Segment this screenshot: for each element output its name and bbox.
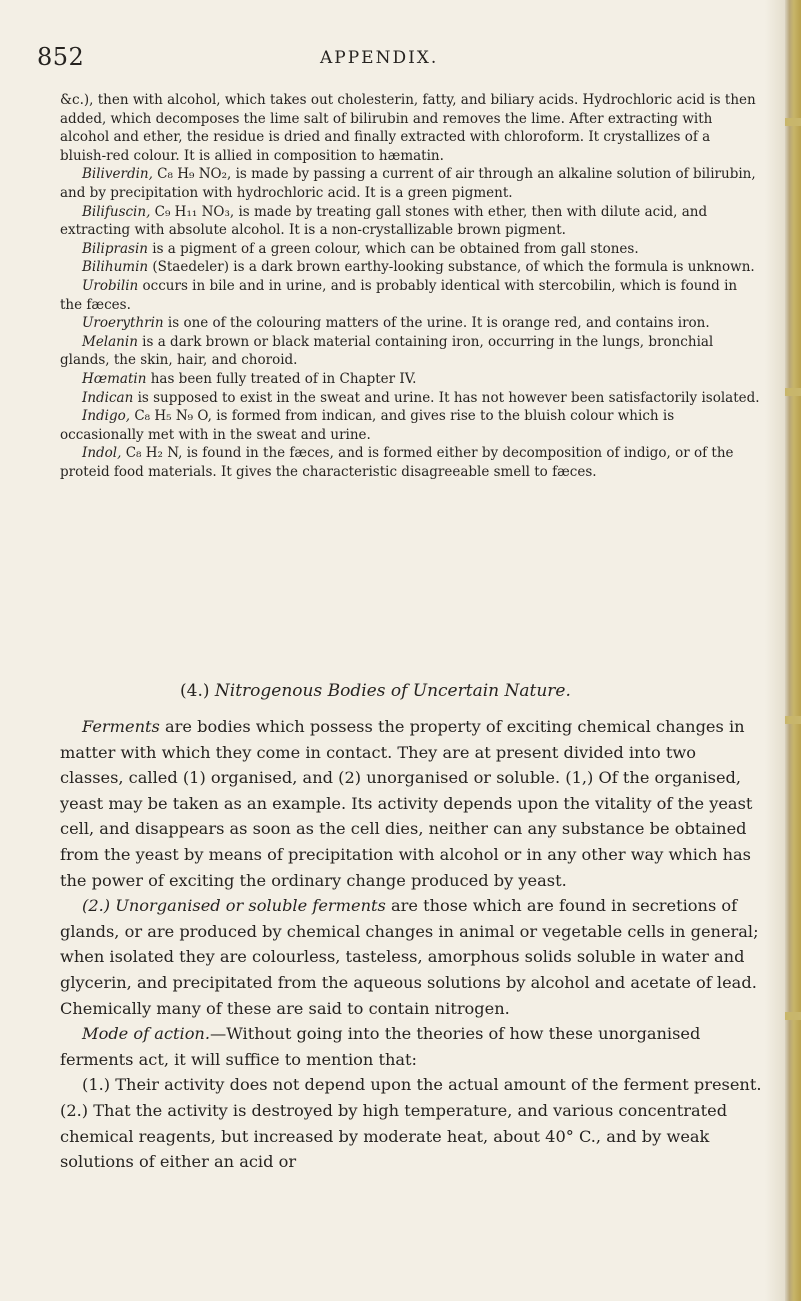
term: Urobilin [82,277,139,294]
section-title: Nitrogenous Bodies of Uncertain Nature. [214,681,571,701]
paragraph [60,714,763,893]
paragraph [60,314,760,333]
paragraph-text: C₉ H₁₁ NO₃, is made by treating gall stones with ether, then with dilute acid, and extracting with absolute alcohol. It is a non-crystallizable brown pigment. [60,203,708,239]
small-text-block [60,91,760,481]
paragraph [60,1072,763,1174]
paragraph-text: C₈ H₅ N₉ O, is formed from indican, and gives rise to the bluish colour which is occasionally met with in the sweat and urine. [60,408,675,443]
paragraph [60,444,760,481]
paragraph-text: is one of the colouring matters of the urine. It is orange red, and contains iron. [163,315,710,332]
paragraph-text: is supposed to exist in the sweat and urine. It has not however been satisfactorily isolated. [133,389,760,406]
page-edge-shadow [765,0,785,1301]
page-edge-mark [785,118,801,126]
paragraph [60,240,760,259]
term: Indigo, [82,408,131,425]
term: Mode of action. [82,1024,211,1044]
term: (2.) Unorganised or soluble ferments [82,896,386,916]
term: Melanin [82,333,138,350]
term: Indican [82,389,134,406]
paragraph-text: are those which are found in secretions of glands, or are produced by chemical changes in animal or vegetable cells in general; when isolated they are colourless, tasteless, amorphous solids soluble in water and glycerin, and precipitated from the aqueous solutions by alcohol and acetate of lead. Chemically many of these are said to contain nitrogen. [60,896,759,1018]
term: Ferments [82,717,160,736]
paragraph-text: C₈ H₉ NO₂, is made by passing a current of air through an alkaline solution of bilirubin, and by precipitation with hydrochloric acid. It is a green pigment. [60,166,756,201]
paragraph [60,258,760,277]
page-number: 852 [37,43,85,71]
paragraph [60,389,760,408]
term: Uroerythrin [82,315,164,332]
page-edge-mark [785,1012,801,1020]
section-heading [180,681,640,701]
term: Indol, [82,445,122,462]
term: Hœmatin [82,370,147,387]
term: Bilifuscin, [82,203,151,220]
running-head: APPENDIX. [320,48,439,68]
paragraph-text: is a dark brown or black material containing iron, occurring in the lungs, bronchial glands, the skin, hair, and choroid. [60,333,714,369]
paragraph [60,1021,763,1072]
paragraph-text: is a pigment of a green colour, which can be obtained from gall stones. [147,240,639,257]
paragraph [60,407,760,444]
paragraph-text: occurs in bile and in urine, and is probably identical with stercobilin, which is found in the fæces. [60,277,738,313]
paragraph [60,277,760,314]
term: Biliprasin [82,240,148,257]
paragraph [60,203,760,240]
paragraph [60,165,760,202]
paragraph-text: are bodies which possess the property of exciting chemical changes in matter with which they come in contact. They are at present divided into two classes, called (1) organised, and (2) unorganised or soluble. (1,) Of the organised, yeast may be taken as an example. Its activity depends upon the vitality of the yeast cell, and disappears as soon as the cell dies, neither can any substance be obtained from the yeast by means of precipitation with alcohol or in any other way which has the power of exciting the ordinary change produced by yeast. [60,717,753,890]
paragraph [60,91,760,165]
paragraph [60,333,760,370]
paragraph [60,370,760,389]
paragraph-text: (Staedeler) is a dark brown earthy-looking substance, of which the formula is unknown. [148,259,755,276]
term: Bilihumin [82,259,149,276]
page-edge-mark [785,388,801,396]
paragraph [60,893,763,1021]
page-edge-mark [785,716,801,724]
page-edge [785,0,801,1301]
paragraph-text: C₈ H₂ N, is found in the fæces, and is formed either by decomposition of indigo, or of the proteid food materials. It gives the characteristic disagreeable smell to fæces. [60,445,734,480]
term: Biliverdin, [82,166,153,183]
paragraph-text: —Without going into the theories of how these unorganised ferments act, it will suffice to mention that: [60,1024,701,1069]
section-number: (4.) [180,681,210,701]
large-text-block [60,714,763,1175]
paragraph-text: (1.) Their activity does not depend upon the actual amount of the ferment present. (2.) That the activity is destroyed by high temperature, and various concentrated chemical reagents, but increased by moderate heat, about 40° C., and by weak solutions of either an acid or [60,1075,762,1172]
paragraph-text: has been fully treated of in Chapter IV. [146,370,417,387]
paragraph-text: &c.), then with alcohol, which takes out cholesterin, fatty, and biliary acids. Hydrochloric acid is then added, which decomposes the lime salt of bilirubin and removes the lime. After extracting with alcohol and ether, the residue is dried and finally extracted with chloroform. It crystallizes of a bluish-red colour. It is allied in composition to hæmatin. [60,92,756,164]
